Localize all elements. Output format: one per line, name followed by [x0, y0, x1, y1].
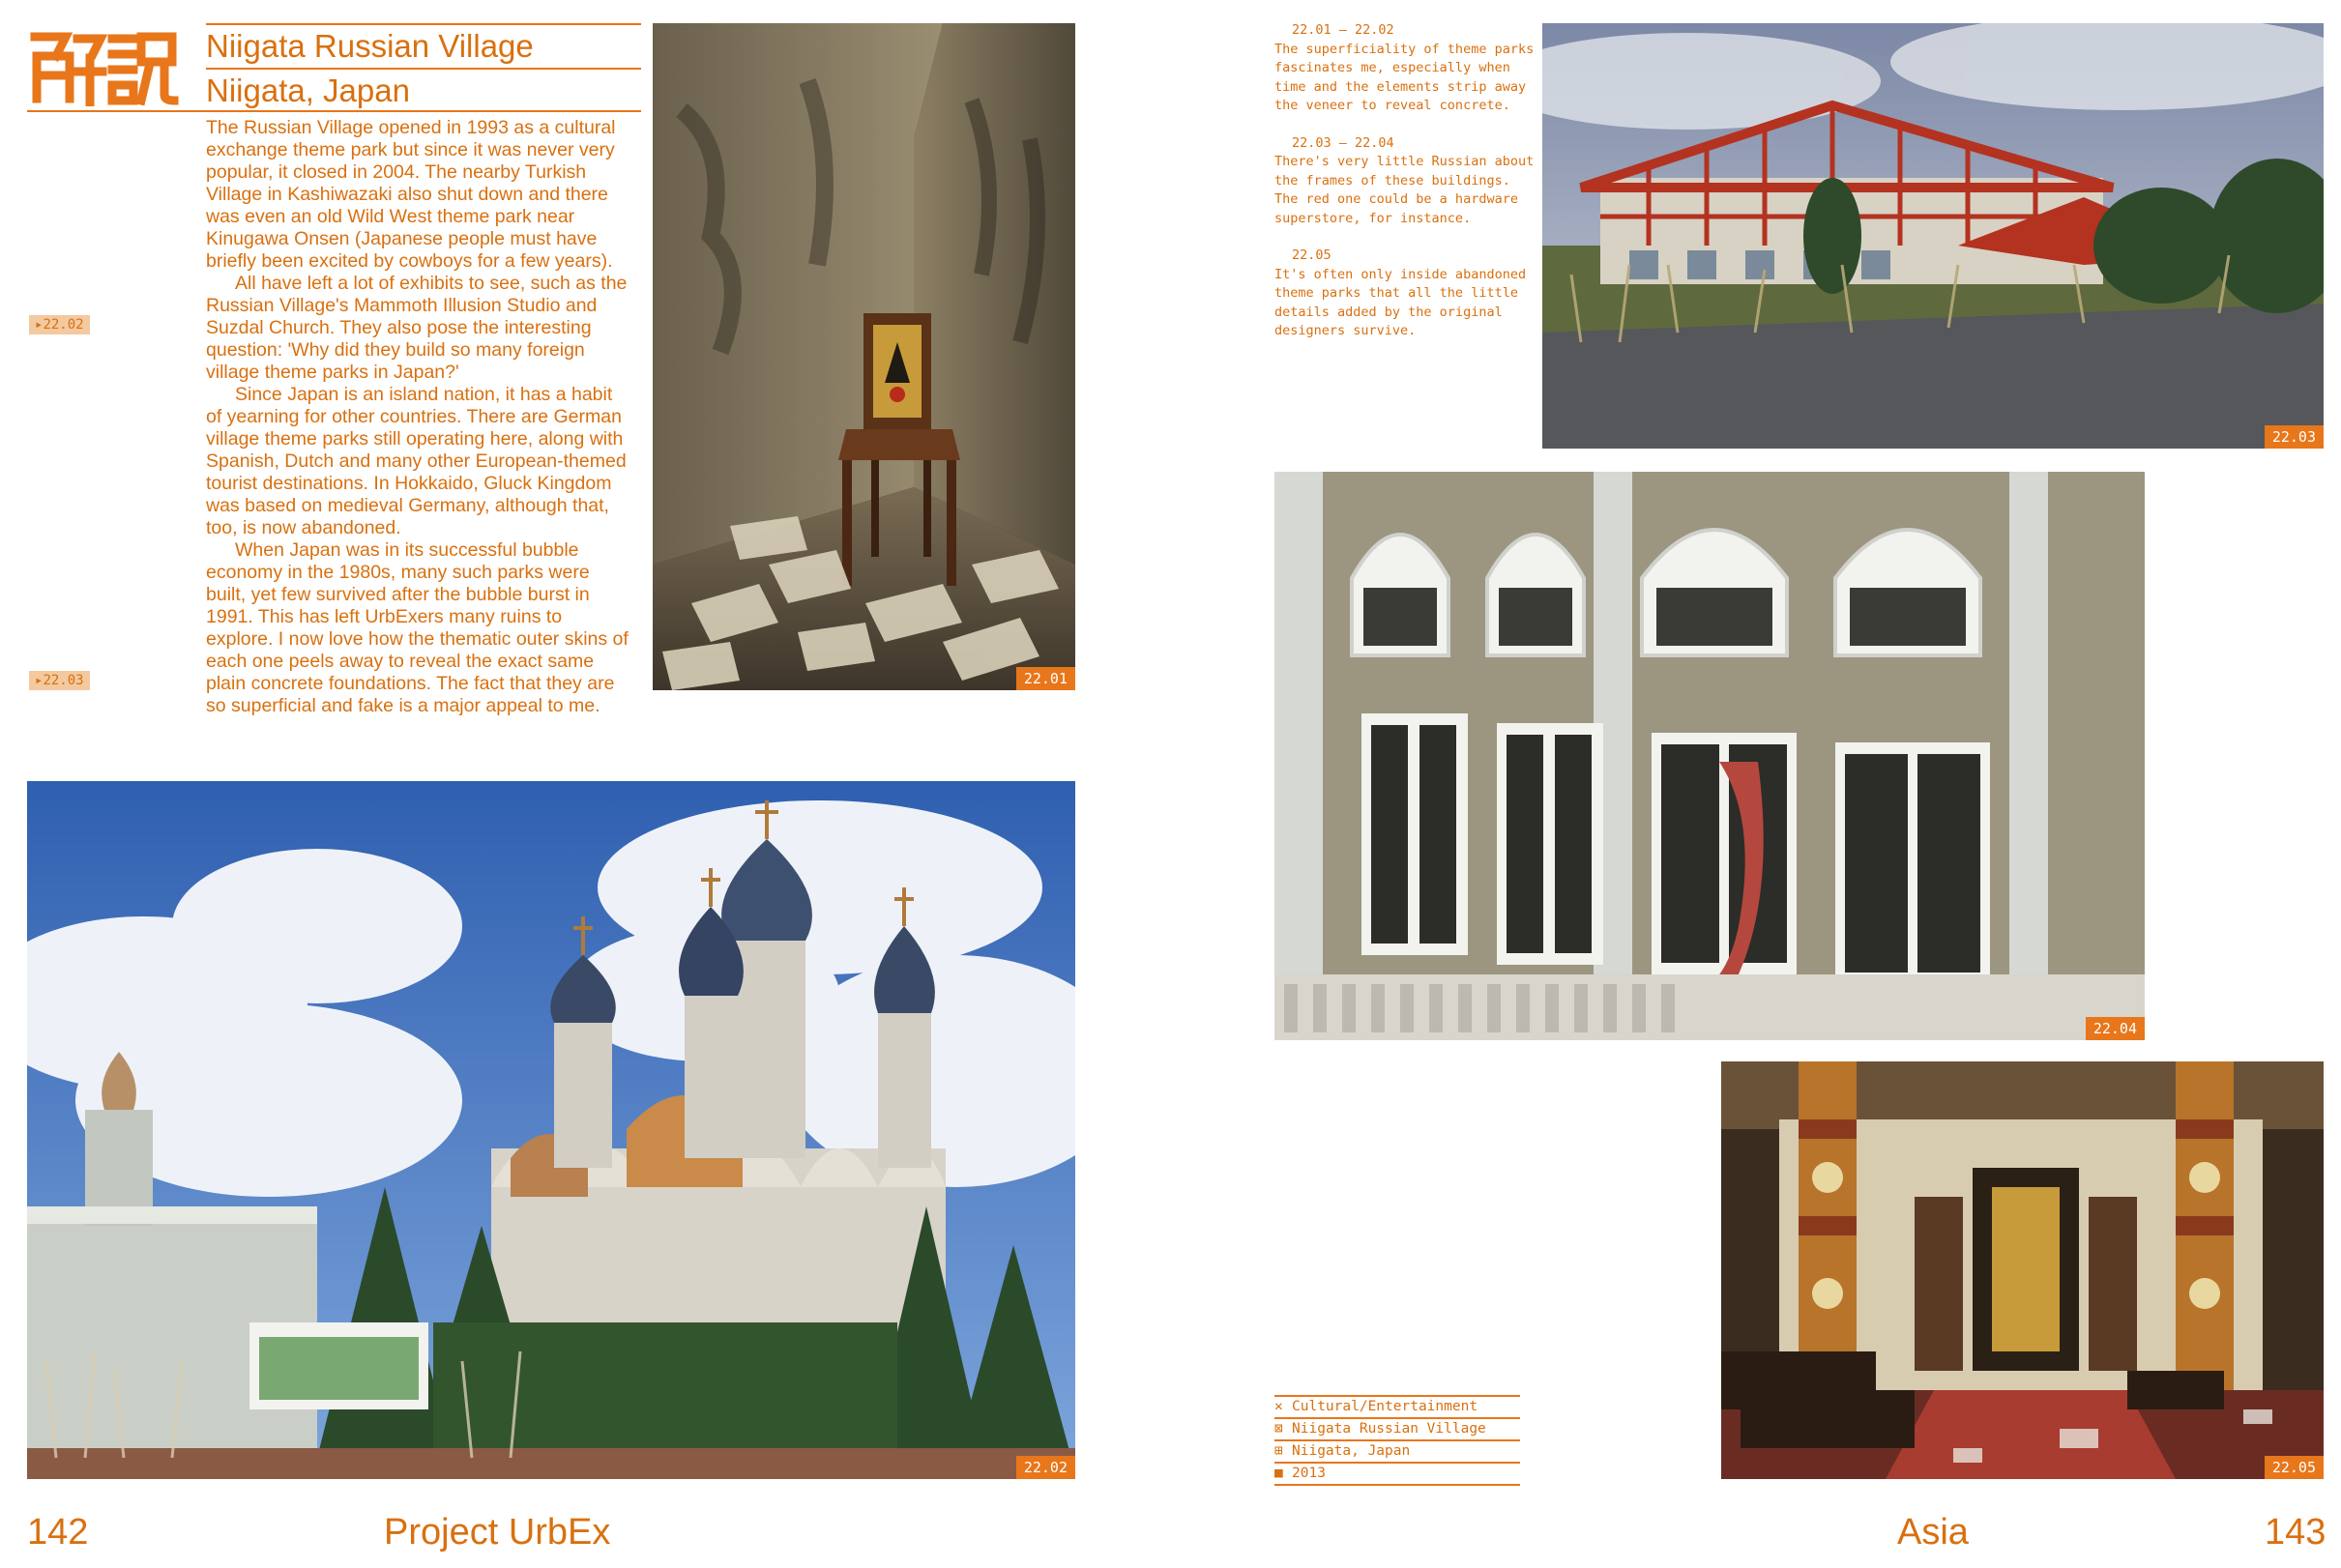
caption-heading: 22.03 – 22.04: [1292, 134, 1394, 151]
photo-22-03: [1542, 23, 2324, 449]
header-rule-bottom: [27, 110, 641, 112]
photo-22-04: [1274, 472, 2145, 1040]
page-number-right: 143: [2265, 1512, 2326, 1553]
meta-row-year: ■ 2013: [1274, 1462, 1520, 1486]
paragraph: Since Japan is an island nation, it has a habit of yearning for other countries. There are German village theme parks still operating here, along with Spanish, Dutch and many other European-themed tourist destinations. In Hokkaido, Gluck Kingdom was based on medieval Germany, although that, too, is now abandoned.: [206, 384, 627, 538]
caption-block: [1274, 21, 1537, 116]
triangle-icon: ▸: [35, 317, 44, 333]
kanji-mark: [27, 29, 182, 106]
pattern-icon: ⊠: [1274, 1421, 1283, 1437]
photo-captions: [1274, 21, 1537, 360]
meta-row-site: ⊠ Niigata Russian Village: [1274, 1417, 1520, 1439]
title-rule-top: [206, 23, 641, 25]
location-info-box: [1274, 1395, 1520, 1486]
abandoned-room-image: [653, 23, 1075, 690]
article-location: Niigata, Japan: [206, 73, 410, 108]
book-title: Project UrbEx: [384, 1512, 611, 1553]
article-title: Niigata Russian Village: [206, 28, 534, 64]
church-interior-image: [1721, 1061, 2324, 1479]
meta-row-location: ⊞ Niigata, Japan: [1274, 1439, 1520, 1462]
square-icon: ■: [1274, 1466, 1283, 1481]
red-frame-building-image: [1542, 23, 2324, 449]
caption-heading: 22.05: [1292, 247, 1331, 263]
photo-22-05: [1721, 1061, 2324, 1479]
kanji-logo-icon: [27, 29, 182, 106]
photo-number-tag: 22.01: [1016, 667, 1075, 690]
caption-block: [1274, 247, 1537, 341]
caption-text: The superficiality of theme parks fascinates me, especially when time and the elements strip away the veneer to reveal concrete.: [1274, 41, 1535, 113]
page-number-left: 142: [27, 1512, 89, 1553]
grid-icon: ⊞: [1274, 1443, 1283, 1459]
photo-number-tag: 22.03: [2265, 425, 2324, 449]
triangle-icon: ▸: [35, 673, 44, 688]
margin-ref-2202: ▸22.02: [29, 315, 90, 334]
arched-windows-facade-image: [1274, 472, 2145, 1040]
caption-block: [1274, 134, 1537, 229]
margin-ref-2203: ▸22.03: [29, 671, 90, 690]
russian-church-image: [27, 781, 1075, 1479]
cross-icon: ✕: [1274, 1399, 1283, 1414]
photo-number-tag: 22.05: [2265, 1456, 2324, 1479]
caption-text: There's very little Russian about the frames of these buildings. The red one could be a hardware superstore, for instance.: [1274, 154, 1535, 226]
section-title: Asia: [1897, 1512, 1969, 1553]
photo-number-tag: 22.04: [2086, 1017, 2145, 1040]
photo-22-02: [27, 781, 1075, 1479]
paragraph: When Japan was in its successful bubble economy in the 1980s, many such parks were built, yet few survived after the bubble burst in 1991. This has left UrbExers many ruins to explore. I now love how the thematic outer skins of each one peels away to reveal the exact same plain concrete foundations. The fact that they are so superficial and fake is a major appeal to me.: [206, 539, 629, 716]
meta-row-category: ✕ Cultural/Entertainment: [1274, 1395, 1520, 1417]
kanji-text: [0, 0, 1, 1]
paragraph: The Russian Village opened in 1993 as a cultural exchange theme park but since it was never very popular, it closed in 2004. The nearby Turkish Village in Kashiwazaki also shut down and there was even an old Wild West theme park near Kinugawa Onsen (Japanese people must have briefly been excited by cowboys for a few years).: [206, 117, 616, 272]
paragraph: All have left a lot of exhibits to see, such as the Russian Village's Mammoth Illusion Studio and Suzdal Church. They also pose the interesting question: 'Why did they build so many foreign village theme parks in Japan?': [206, 273, 628, 383]
title-rule-middle: [206, 68, 641, 70]
photo-number-tag: 22.02: [1016, 1456, 1075, 1479]
caption-text: It's often only inside abandoned theme parks that all the little details added by the original designers survive.: [1274, 266, 1527, 338]
caption-heading: 22.01 – 22.02: [1292, 22, 1394, 38]
photo-22-01: [653, 23, 1075, 690]
article-body: [206, 117, 629, 717]
